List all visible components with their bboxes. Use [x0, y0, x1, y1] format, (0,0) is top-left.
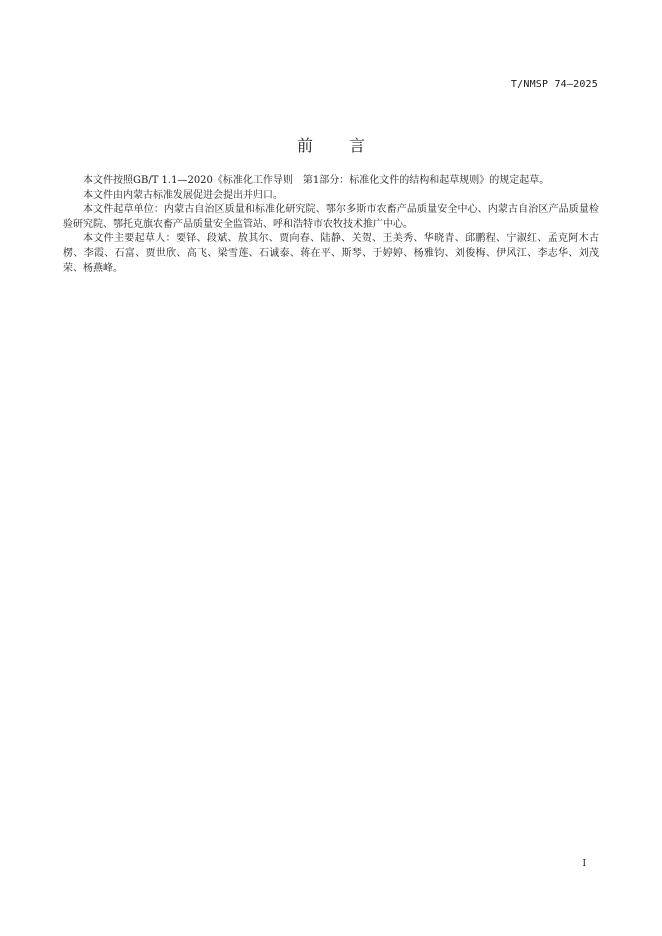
paragraph-proposer: 本文件由内蒙古标准发展促进会提出并归口。	[83, 189, 283, 201]
paragraph-drafters: 本文件主要起草人：要铎、段斌、敖其尔、贾向春、陆静、关贺、王美秀、华晓青、邱鹏程、宁淑红、孟克阿木古楞、李霞、石富、贾世欣、高飞、梁雪莲、石诚泰、蒋在平、斯琴、于婷婷、杨雅钧、刘俊梅、伊风江、李志华、刘茂荣、杨燕峰。	[63, 233, 599, 274]
page-title: 前言	[296, 136, 401, 155]
paragraph-drafting-units: 本文件起草单位：内蒙古自治区质量和标准化研究院、鄂尔多斯市农畜产品质量安全中心、内蒙古自治区产品质量检验研究院、鄂托克旗农畜产品质量安全监管站、呼和浩特市农牧技术推广中心。	[63, 204, 599, 230]
page-number: I	[582, 859, 586, 869]
paragraph-drafting-rules: 本文件按照GB/T 1.1—2020《标准化工作导则 第1部分：标准化文件的结构和起草规则》的规定起草。	[83, 175, 550, 186]
standard-code: T/NMSP 74—2025	[510, 79, 598, 90]
foreword-body	[63, 174, 599, 276]
